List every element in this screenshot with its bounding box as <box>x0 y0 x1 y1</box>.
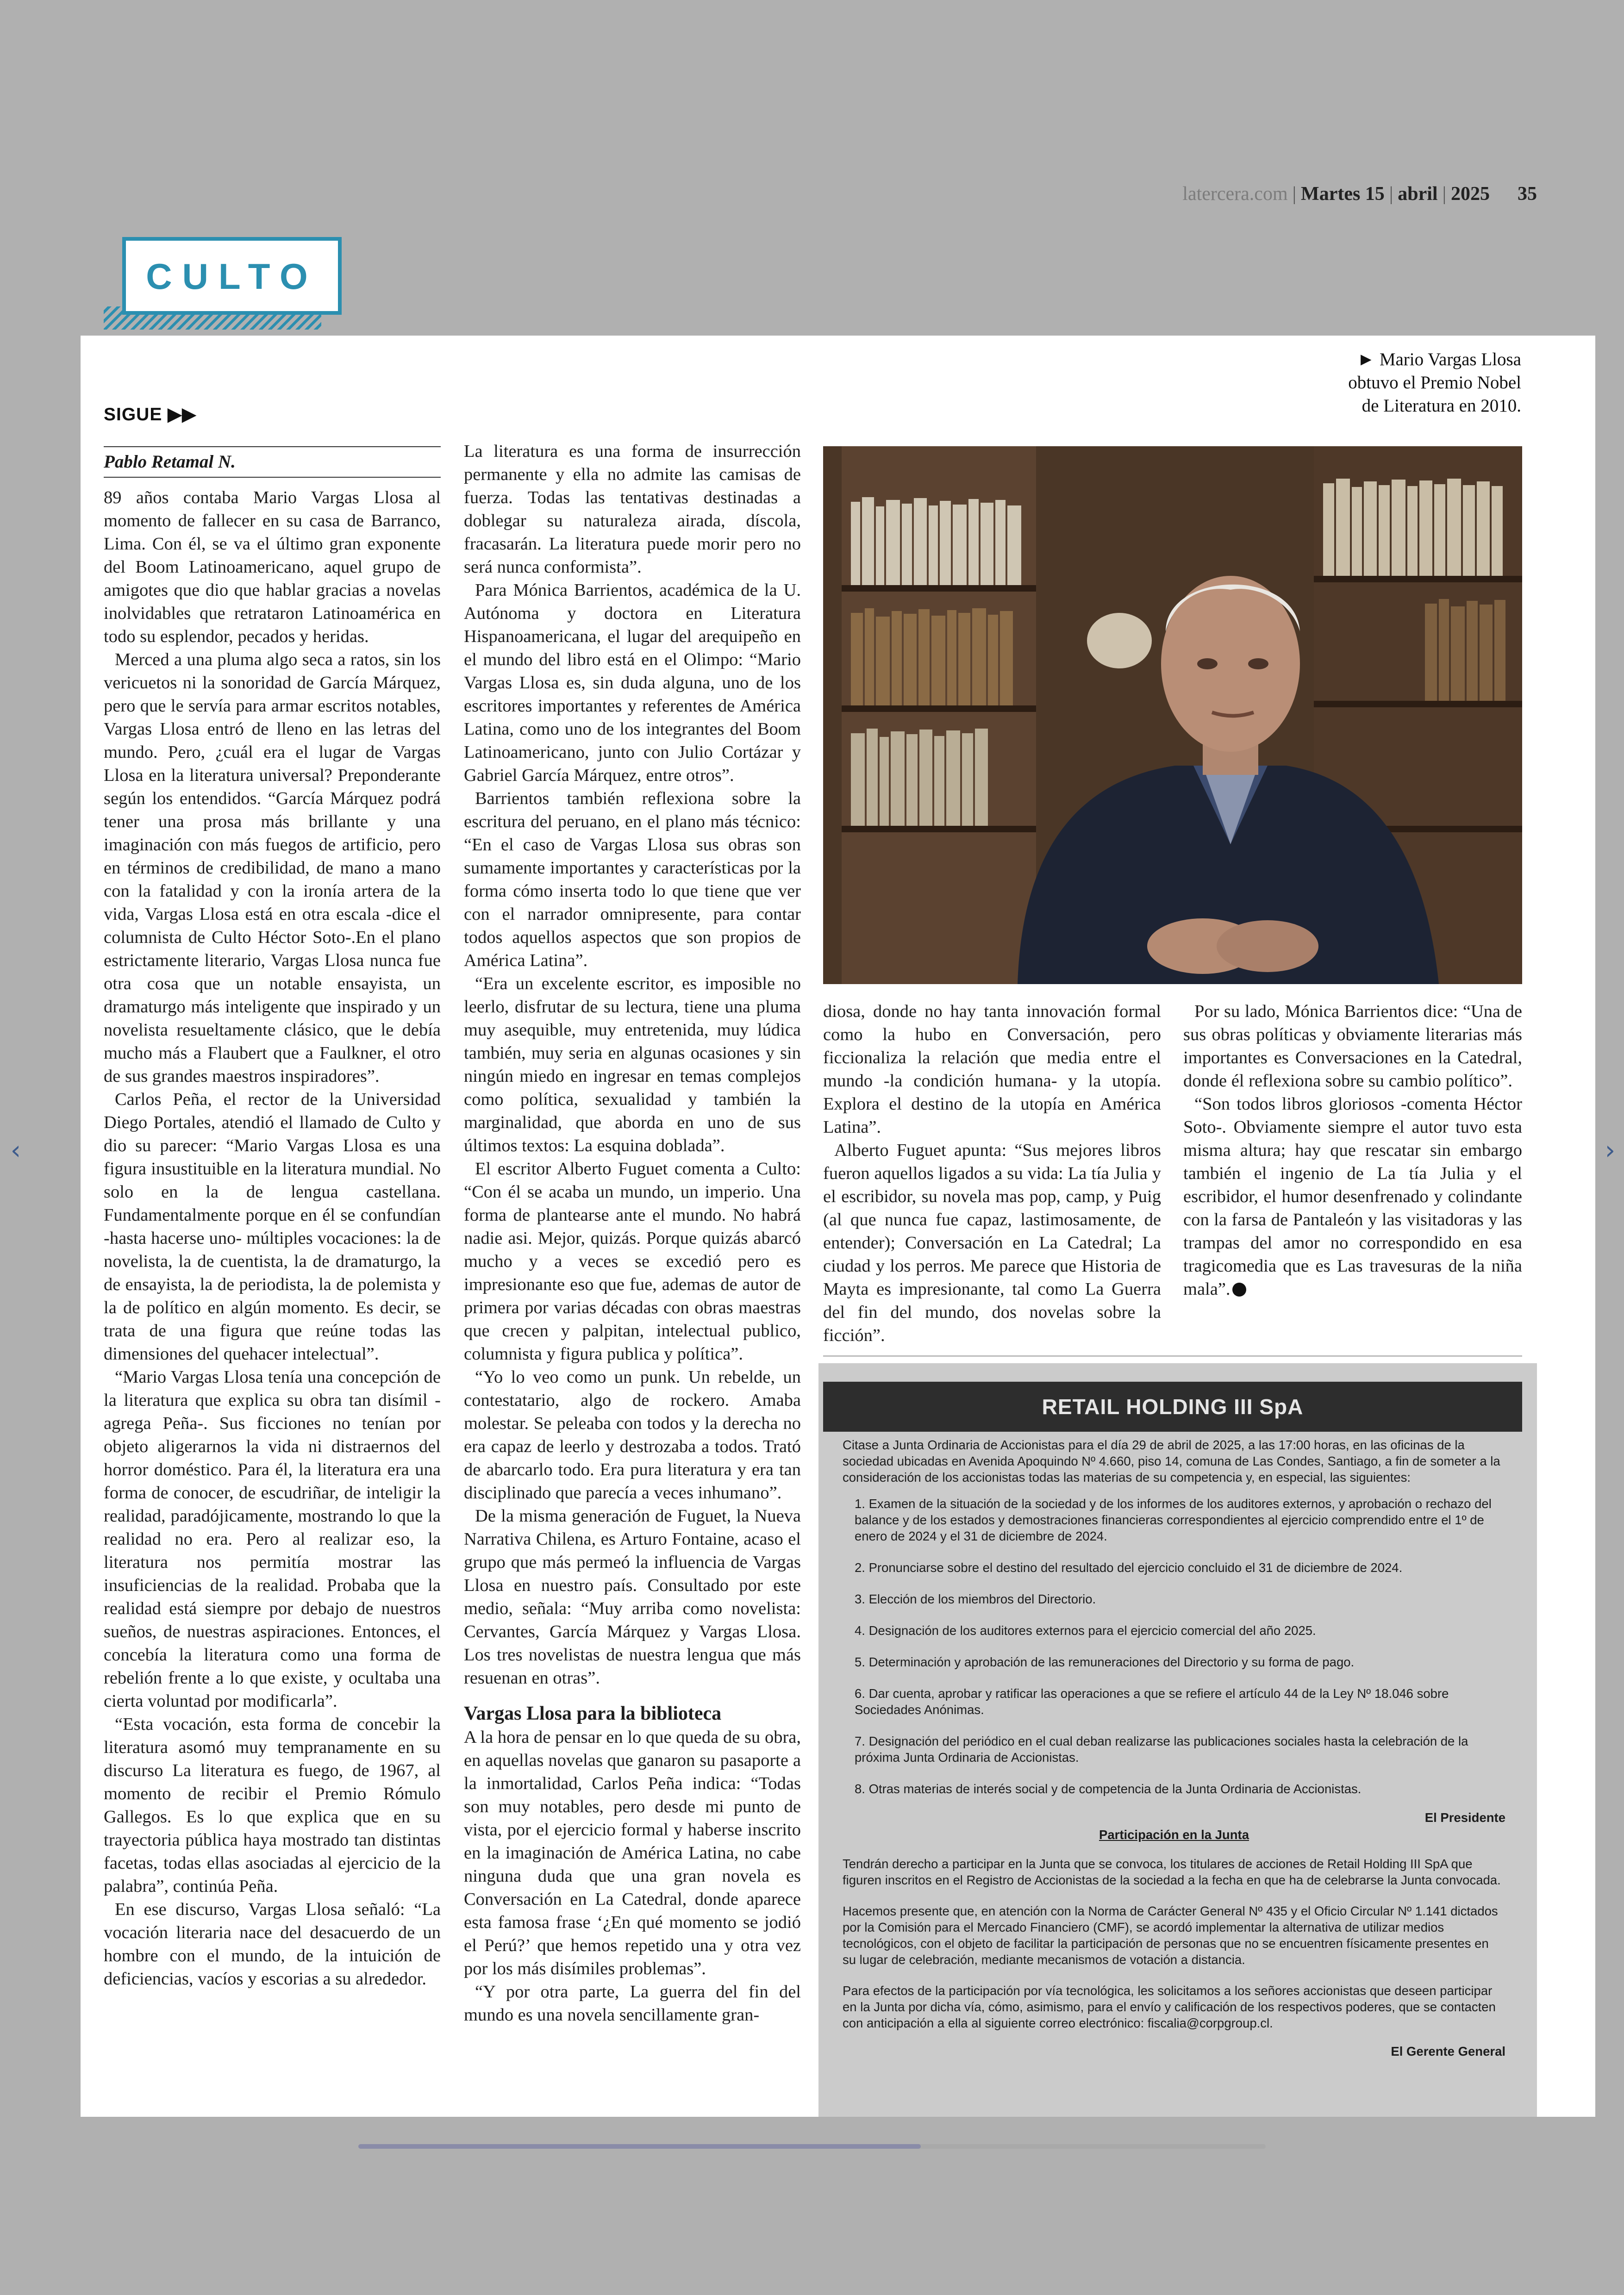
page-number: 35 <box>1518 183 1537 205</box>
article-paragraph: “Esta vocación, esta forma de concebir la literatura asomó muy tempranamente en su discurso La literatura es fuego, de 1967, al momento de recibir el Premio Rómulo Gallegos. Es lo que explica que en su trayectoria pública haya mostrado tan distintas facetas, todas ellas asociadas al ejercicio de la palabra”, continúa Peña. <box>104 1715 441 1896</box>
notice-title: RETAIL HOLDING III SpA <box>823 1382 1522 1432</box>
caption-line: Mario Vargas Llosa <box>1379 349 1521 369</box>
article-column-3 <box>823 1000 1161 1352</box>
article-paragraph: Merced a una pluma algo seca a ratos, sin los vericuetos ni la sonoridad de García Márquez, pero que le servía para armar escritos notables, Vargas Llosa entró de lleno en las letras del mundo. Pero, ¿cuál era el lugar de Vargas Llosa en la literatura universal? Preponderante según los entendidos. “García Márquez podrá tener una prosa más brillante y una imaginación con más fuegos de artificio, pero en términos de credibilidad, de mano a mano con la fatalidad y con la ironía artera de la vida, Vargas Llosa está en otra escala -dice el columnista de Culto Héctor Soto-.En el plano estrictamente literario, Vargas Llosa nunca fue otra cosa que un notable ensayista, un dramaturgo más inteligente que inspirado y un novelista resueltamente clásico, que le debía mucho más a Flaubert que a Faulkner, el otro de sus grandes maestros inspiradores”. <box>104 650 441 1086</box>
notice-agenda-item: 8. Otras materias de interés social y de competencia de la Junta Ordinaria de Accionistas. <box>855 1782 1362 1796</box>
article-paragraph: Barrientos también reflexiona sobre la escritura del peruano, en el plano más técnico: “En el caso de Vargas Llosa sus obras son sumamente importantes y características por la forma cómo inserta todo lo que tiene que ver con el narrador omnipresente, para contar todos aquellos aspectos que son propios de América Latina”. <box>464 789 801 970</box>
notice-subheading <box>843 1827 1505 1843</box>
notice-intro: Citase a Junta Ordinaria de Accionistas para el día 29 de abril de 2025, a las 17:00 horas, en las oficinas de la sociedad ubicadas en Avenida Apoquindo Nº 4.660, piso 14, comuna de Las Condes, Santiago, a fin de someter a la consideración de los accionistas todas las materias de su competencia y, en especial, las siguientes: <box>843 1438 1500 1484</box>
article-end-rule <box>823 1355 1522 1357</box>
article-paragraph: En ese discurso, Vargas Llosa señaló: “La vocación literaria nace del desacuerdo de un hombre con el mundo, de la intuición de deficiencias, vacíos y escorias a su alrededor. <box>104 1900 441 1989</box>
page-scrollbar-thumb[interactable] <box>358 2144 921 2149</box>
culto-logo <box>104 237 343 331</box>
article-column-4 <box>1183 1000 1522 1352</box>
article-paragraph: El escritor Alberto Fuguet comenta a Culto: “Con él se acaba un mundo, un imperio. Una forma de plantearse ante el mundo. No habrá nadie asi. Mejor, quizás. Porque quizás abarcó mucho y a veces se excedió pero es impresionante eso que fue, ademas de autor de primera por varias décadas con obras maestras que crecen y palpitan, intelectual publico, columnista y figura publica y política”. <box>464 1159 801 1364</box>
byline: Pablo Retamal N. <box>104 452 236 472</box>
article-paragraph-text: “Son todos libros gloriosos -comenta Héctor Soto-. Obviamente siempre el autor tuvo esta misma altura; hay que rescatar sin embargo también el ingenio de La tía Julia y el escribidor, el humor desenfrenado y colindante con la farsa de Pantaleón y las visitadoras y las trampas del amor no correspondido en esa tragicomedia que es Las travesuras de la niña mala”. <box>1183 1094 1522 1299</box>
notice-paragraph: Tendrán derecho a participar en la Junta que se convoca, los titulares de acciones de Retail Holding III SpA que figuren inscritos en el Registro de Accionistas de la sociedad a la fecha en que ha de celebrarse la Junta convocada. <box>843 1857 1501 1887</box>
article-paragraph: “Y por otra parte, La guerra del fin del mundo es una novela sencillamente gran- <box>464 1982 801 2025</box>
article-paragraph: De la misma generación de Fuguet, la Nueva Narrativa Chilena, es Arturo Fontaine, acaso el grupo que más permeó la influencia de Vargas Llosa en nuestro país. Consultado por este medio, señala: “Muy arriba como novelista: Cervantes, García Márquez y Vargas Llosa. Los tres novelistas de nuestra lengua que más resuenan en otras”. <box>464 1506 801 1688</box>
header-separator: | <box>1442 183 1446 205</box>
notice-paragraph: Hacemos presente que, en atención con la Norma de Carácter General Nº 435 y el Oficio Circular Nº 1.141 dictados por la Comisión para el Mercado Financiero (CMF), se acordó implementar la alternativa de utilizar medios tecnológicos, con el objeto de facilitar la participación de personas que no se encuentren físicamente presentes en su lugar de celebración, mediante mecanismos de votación a distancia. <box>843 1904 1498 1967</box>
notice-agenda-item: 1. Examen de la situación de la sociedad y de los informes de los auditores externos, y aprobación o rechazo del balance y de los estados y demostraciones financieras correspondientes al ejercicio comprendido entre el 1º de enero de 2024 y el 31 de diciembre de 2024. <box>855 1497 1492 1543</box>
article-subheading: Vargas Llosa para la biblioteca <box>464 1703 722 1724</box>
caption-line: de Literatura en 2010. <box>1362 396 1521 416</box>
notice-agenda-item: 4. Designación de los auditores externos para el ejercicio comercial del año 2025. <box>855 1623 1316 1638</box>
notice-agenda-item: 5. Determinación y aprobación de las remuneraciones del Directorio y su forma de pago. <box>855 1655 1355 1669</box>
article-paragraph: “Era un excelente escritor, es imposible no leerlo, disfrutar de su lectura, tiene una pluma muy asequible, muy entretenida, muy lúdica también, muy seria en algunas ocasiones y sin ningún miedo en ingresar en temas complejos como política, sexualidad y también la marginalidad, que aborda en uno de sus últimos textos: La esquina doblada”. <box>464 974 801 1155</box>
article-paragraph <box>1183 1092 1522 1301</box>
continued-label: SIGUE ▶▶ <box>104 405 197 424</box>
notice-agenda-item: 3. Elección de los miembros del Directorio. <box>855 1592 1096 1606</box>
notice-president-signature: El Presidente <box>1424 1810 1505 1825</box>
article-paragraph: Por su lado, Mónica Barrientos dice: “Una de sus obras políticas y obviamente literarias más importantes es Conversaciones en la Catedral, donde él reflexiona sobre su cambio político”. <box>1183 1002 1522 1091</box>
byline-rule <box>104 446 441 447</box>
page-header <box>1120 183 1537 211</box>
article-paragraph: Alberto Fuguet apunta: “Sus mejores libros fueron aquellos ligados a su vida: La tía Julia y el escribidor, su novela mas pop, camp, y Puig (al que nunca fue capaz, lastimosamente, de entender); Conversación en La Catedral; La ciudad y los perros. Me parece que Historia de Mayta es impresionante, tal como La Guerra del fin del mundo, dos novelas sobre la ficción”. <box>823 1141 1161 1345</box>
notice-agenda-item: 7. Designación del periódico en el cual deban realizarse las publicaciones sociales hasta la celebración de la próxima Junta Ordinaria de Accionistas. <box>855 1734 1468 1765</box>
notice-paragraph: Para efectos de la participación por vía tecnológica, les solicitamos a los señores accionistas que deseen participar en la Junta por dicha vía, cómo, asimismo, para el envío y calificación de los respectivos poderes, que se contacten con anticipación a ella al siguiente correo electrónico: fiscalia@corpgroup.cl. <box>843 1983 1496 2030</box>
article-paragraph: 89 años contaba Mario Vargas Llosa al momento de fallecer en su casa de Barranco, Lima. Con él, se va el último gran exponente del Boom Latinoamericano, aquel grupo de amigotes que dio que hablar gracias a novelas inolvidables que retrataron Latinoamérica en todo su esplendor, pecados y heridas. <box>104 488 441 646</box>
header-separator: | <box>1389 183 1393 205</box>
article-paragraph: A la hora de pensar en lo que queda de su obra, en aquellas novelas que ganaron su pasaporte a la inmortalidad, Carlos Peña indica: “Todas son muy notables, pero desde mi punto de vista, por el ejercicio formal y haberse inscrito en la imaginación de América Latina, no cabe ninguna duda que una gran novela es Conversación en La Catedral, donde aparece esta famosa frase ‘¿En qué momento se jodió el Perú?’ que hemos repetido una y otra vez por los más disímiles problemas”. <box>464 1727 801 1978</box>
article-column-2 <box>464 440 801 2115</box>
article-column-1 <box>104 486 441 2014</box>
article-paragraph: “Yo lo veo como un punk. Un rebelde, un contestatario, algo de rockero. Amaba molestar. Se peleaba con todos y la derecha no era capaz de leerlo y destrozaba a todos. Trató de abarcarlo todo. Era pura literatura y era tan disciplinado que parecía a veces inhumano”. <box>464 1367 801 1503</box>
header-separator: | <box>1292 183 1297 205</box>
site-name: latercera.com <box>1182 183 1288 205</box>
end-mark-icon <box>1232 1283 1246 1297</box>
article-paragraph: Carlos Peña, el rector de la Universidad Diego Portales, atendió el llamado de Culto y dio su parecer: “Mario Vargas Llosa es una figura insustituible en la literatura mundial. No solo en la de lengua castellana. Fundamentalmente porque en él se confundían -hasta hacerse uno- múltiples vocaciones: la de novelista, la de cuentista, la de dramaturgo, la de ensayista, la de periodista, la de polemista y la de político en algún momento. Es decir, se trata de una figura que reúne todas las dimensiones del quehacer intelectual”. <box>104 1090 441 1364</box>
photo-caption <box>1243 348 1521 418</box>
notice-manager-signature: El Gerente General <box>1391 2044 1505 2058</box>
article-paragraph: Para Mónica Barrientos, académica de la U. Autónoma y doctora en Literatura Hispanoamericana, el lugar del arequipeño en el mundo del libro está en el Olimpo: “Mario Vargas Llosa es, sin duda alguna, uno de los escritores importantes y referentes de América Latina, como uno de los integrantes del Boom Latinoamericano, junto con Julio Cortázar y Gabriel García Márquez, entre otros”. <box>464 580 801 785</box>
notice-agenda-list <box>843 1496 1505 1797</box>
header-month: abril <box>1398 183 1438 205</box>
notice-body <box>843 1437 1505 2103</box>
header-day: Martes 15 <box>1301 183 1385 205</box>
header-year: 2025 <box>1451 183 1490 205</box>
caption-arrow-icon: ► <box>1357 349 1375 369</box>
article-paragraph: diosa, donde no hay tanta innovación formal como la hubo en Conversación, pero ficcionaliza la relación que media entre el mundo -la condición humana- y la utopía. Explora el destino de la utopía en América Latina”. <box>823 1002 1161 1137</box>
article-photo <box>823 446 1522 984</box>
culto-logo-text: CULTO <box>146 256 318 297</box>
notice-subheading-text: Participación en la Junta <box>1099 1827 1249 1842</box>
caption-line: obtuvo el Premio Nobel <box>1348 373 1521 393</box>
notice-agenda-item: 2. Pronunciarse sobre el destino del resultado del ejercicio concluido el 31 de diciembre de 2024. <box>855 1560 1403 1575</box>
article-paragraph: “Mario Vargas Llosa tenía una concepción de la literatura que explica su obra tan disímil -agrega Peña-. Sus ficciones no tenían por objeto aligerarnos la vida ni distraernos del horror doméstico. Para él, la literatura era una forma de conocer, de escudriñar, de inteligir la realidad, paradójicamente, mostrando lo que la realidad no era. Pero al realizar eso, la literatura nos permitía mostrar las insuficiencias de la realidad. Probaba que la realidad está siempre por debajo de nuestros sueños, de nuestras aspiraciones. Entonces, el concebía la literatura como una forma de rebelión frente a lo que existe, y ocultaba una cierta voluntad por modificarla”. <box>104 1367 441 1711</box>
notice-agenda-item: 6. Dar cuenta, aprobar y ratificar las operaciones a que se refiere el artículo 44 de la Ley Nº 18.046 sobre Sociedades Anónimas. <box>855 1686 1449 1717</box>
chevron-left-icon[interactable]: ‹ <box>10 1135 21 1166</box>
article-paragraph: La literatura es una forma de insurrección permanente y ella no admite las camisas de fuerza. Todas las tentativas destinadas a doblegar su naturaleza airada, díscola, fracasarán. La literatura puede morir pero no será nunca conformista”. <box>464 442 801 577</box>
byline-rule <box>104 477 441 478</box>
chevron-right-icon[interactable]: › <box>1605 1135 1616 1166</box>
